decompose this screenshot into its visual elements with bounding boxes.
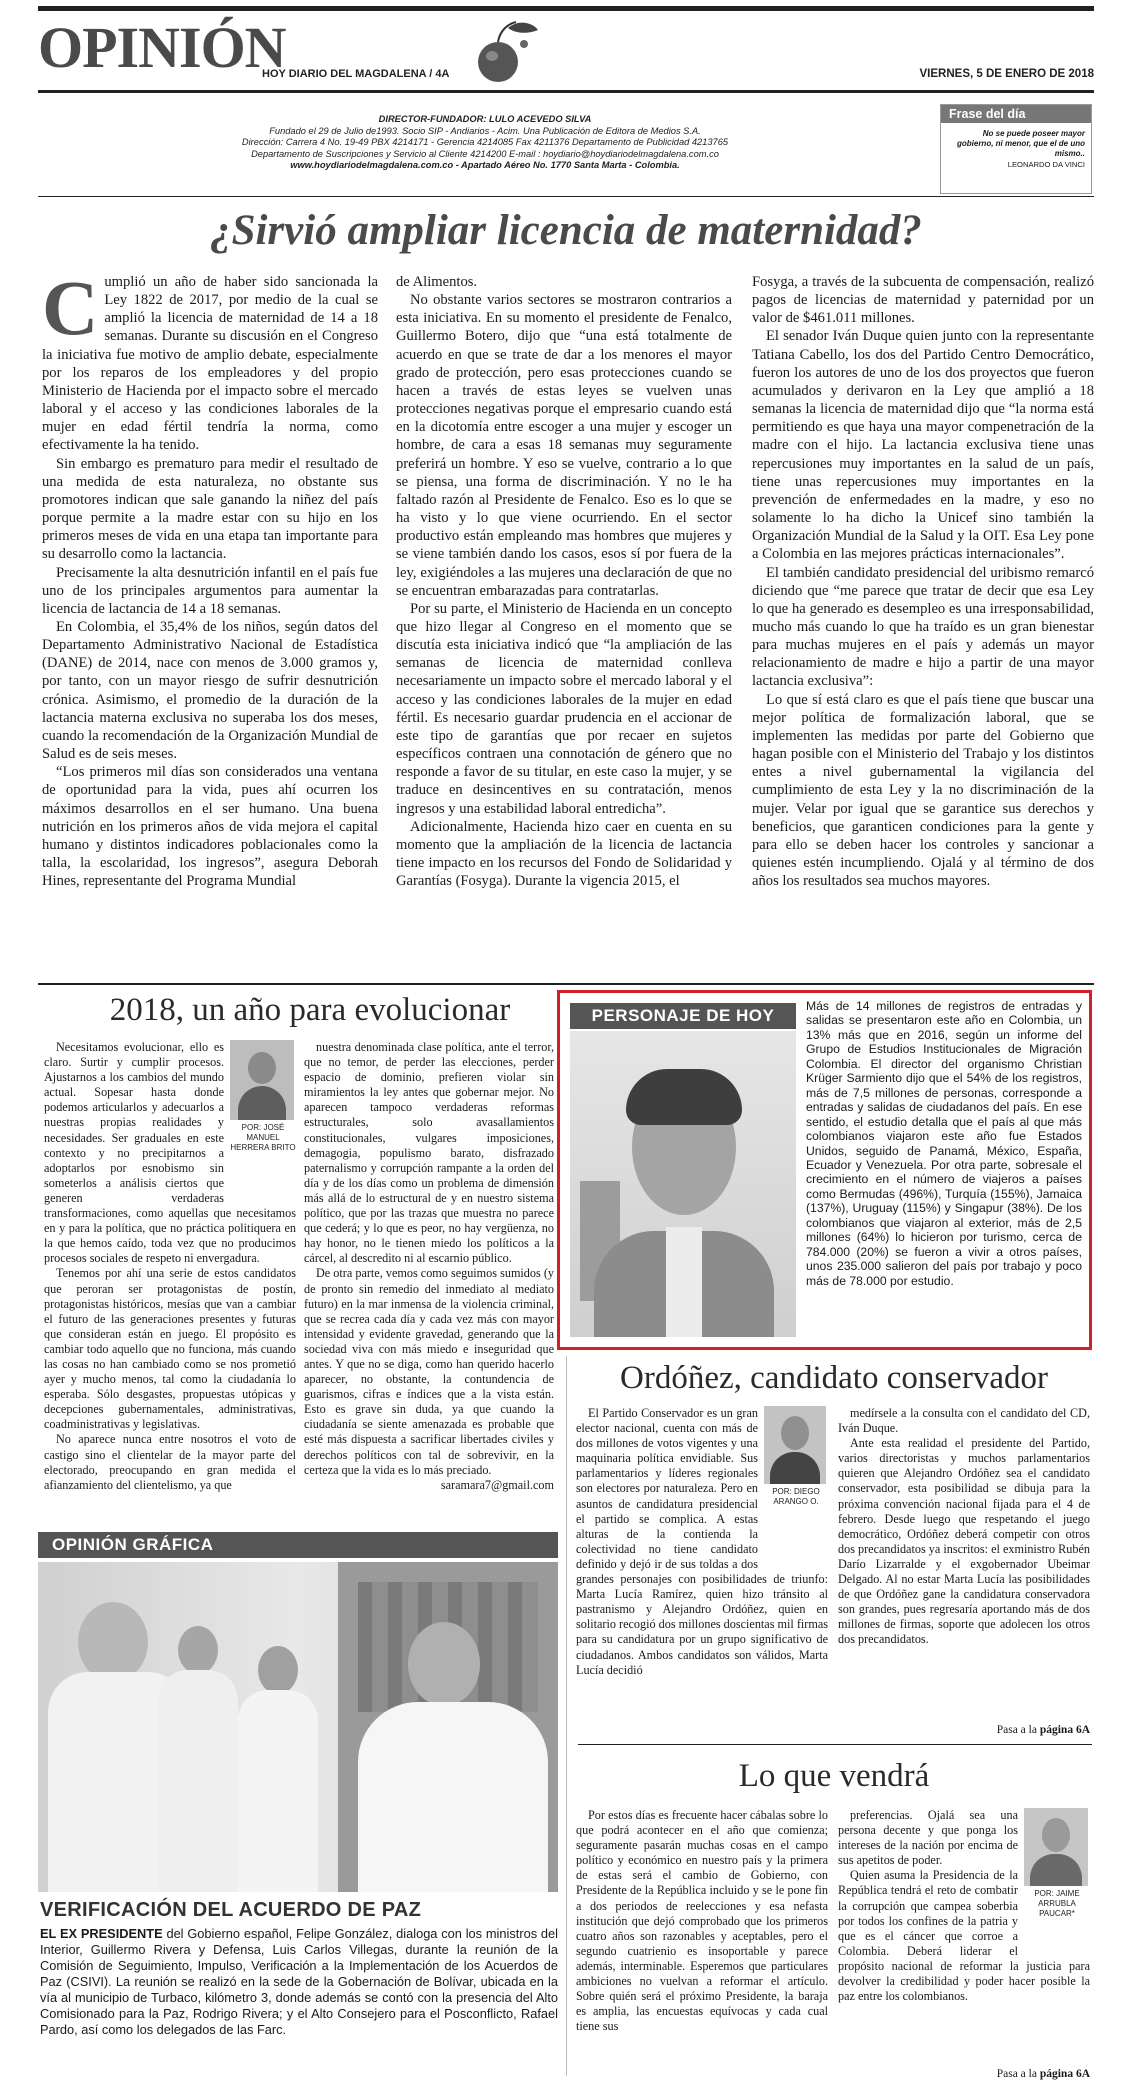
editorial-paragraph: En Colombia, el 35,4% de los niños, según datos del Departamento Administrativo Nacional de Estadística (DANE) de 2014, nace con menos de 3.000 gramos y, por tanto, con un mayor riesgo de sufrir desnutrición crónica. Asimismo, el promedio de la duración de la lactancia materna exclusiva no superaba los dos meses, cuando la recomendación de la Organización Mundial de Salud es de seis meses. bbox=[42, 618, 378, 763]
frase-box bbox=[940, 104, 1092, 194]
editorial-paragraph: “Los primeros mil días son considerados una ventana de oportunidad para la vida, pues ahí ocurren los máximos desarrollos en el ser humano. Una buena nutrición en los primeros años de vida mejora el capital humano y distintos indicadores poblacionales como la talla, la escolaridad, los ingresos”, asegura Deborah Hines, representante del Programa Mundial bbox=[42, 764, 378, 890]
continued-page: página 6A bbox=[1039, 2068, 1090, 2080]
author-photo-block bbox=[1024, 1808, 1090, 1948]
author-photo-block bbox=[230, 1040, 296, 1200]
director-name: LULO ACEVEDO SILVA bbox=[489, 114, 592, 124]
editorial-paragraph: umplió un año de haber sido sancionada la Ley 1822 de 2017, por medio de la cual se amplió la licencia de maternidad de 14 a 18 semanas. Durante su discusión en el Congreso la iniciativa fue motivo de amplio debate, especialmente por los reparos de los empleadores y del propio Ministerio de Hacienda por el impacto sobre el mercado laboral y el acceso y las condiciones laborales de la mujer en edad fértil tendría la norma, como efectivamente la ha tenido. bbox=[42, 274, 378, 454]
author-photo bbox=[1024, 1808, 1088, 1886]
grafica-photo bbox=[38, 1562, 558, 1892]
grafica-caption-body: del Gobierno español, Felipe González, dialoga con los ministros del Interior, Guillermo Rivera y Defensa, Luis Carlos Villegas, durante la reunión de la Comisión de Seguimiento, Impulso, Verificación a la Implementación de los Acuerdos de Paz (CSIVI). La reunión se realizó en la sede de la Gobernación de Bolívar, ubicada en la vía al municipio de Turbaco, kilómetro 3, donde además se contó con la presencia del Alto Comisionado para la Paz, Rodrigo Rivera; y el Alto Consejero para el Posconflicto, Rafael Pardo, así como los delegados de las Farc. bbox=[40, 1926, 558, 2037]
col2018-headline: 2018, un año para evolucionar bbox=[109, 992, 511, 1028]
ordonez-headline: Ordóñez, candidato conservador bbox=[620, 1360, 1048, 1396]
masthead-info bbox=[140, 114, 830, 172]
editorial-paragraph: Sin embargo es prematuro para medir el resultado de una medida de esta naturaleza, no obstante sus promotores indican que sale ganando la niñez del país porque permite a la madre estar con su hijo en los primeros meses de vida en una etapa tan importante para su desarrollo como la lactancia. bbox=[42, 455, 378, 563]
fruit-logo-icon bbox=[464, 16, 542, 88]
author-photo bbox=[230, 1040, 294, 1120]
section-title: OPINIÓN bbox=[38, 15, 286, 80]
personaje-text: Más de 14 millones de registros de entradas y salidas se presentaron este año en Colombia, un 13% más que en 2016, según un informe del Grupo de Estudios Institucionales de Migración Colombia. El director del organismo Christian Krüger Sarmiento dijo que el 54% de los registros, más de 7,5 millones de personas, corresponde a entradas y salidas de ciudadanos del país. En ese sentido, el estudio detalla que el país al que más colombianos viajaron este año fue Estados Unidos, seguido de Panamá, México, España, Ecuador y Venezuela. Por otra parte, sobresale el crecimiento en el número de viajeros a países como Bermudas (496%), Turquía (155%), Jamaica (137%), Uruguay (115%) y Singapur (38%). De los colombianos que viajaron al exterior, más de 2,5 millones (64%) lo hicieron por turismo, cerca de 784.000 (20%) se fueron a vivir a otros países, unos 235.000 salieron del país por trabajo y poco más de 78.000 por estudio. bbox=[806, 999, 1082, 1288]
editorial-paragraph: Lo que sí está claro es que el país tiene que buscar una mejor política de formalización laboral, que se implementen las medidas por parte del Gobierno que hagan posible con el Ministerio del Trabajo y los distintos entes a nivel gubernamental la vigilancia del cumplimiento de esta Ley y la no discriminación de la mujer. Velar por igual que se garantice sus derechos y beneficios, que garanticen condiciones para la gente y para ello se deben hacer los controles y sancionar a quienes estén incumpliendo. Ojalá y al término de dos años los resultados sea muchos mayores. bbox=[752, 691, 1094, 890]
ordonez-rule bbox=[578, 1744, 1092, 1745]
ordonez-continued[interactable] bbox=[880, 1724, 1090, 1736]
vendra-headline: Lo que vendrá bbox=[738, 1758, 930, 1794]
column-paragraph: Por estos días es frecuente hacer cábalas sobre lo que podrá acontecer en el año que comienza; seguramente pasarán muchas cosas en el campo político y económico en nuestro país y la primera de estas será el cambio de Gobierno, con Presidente de la República incluido y se le pone fin a dos periodos de reelecciones y esa nefasta institución que dejó comprobado que los primeros cuatro años son razonables y aceptables, pero el segundo cuatrienio es insoportable y parece además, interminable. Esperemos que particulares ambiciones no vuelvan a reformar el artículo. Sobre quién será el próximo Presidente, la baraja es amplia, las encuestas equívocas y cada cual tiene sus bbox=[576, 1808, 828, 2034]
vendra-column-2 bbox=[838, 1808, 1090, 2004]
editorial-paragraph: Fosyga, a través de la subcuenta de compensación, realizó pagos de licencias de maternidad y paternidad por un valor de $461.011 millones. bbox=[752, 274, 1094, 327]
col2018-column-1 bbox=[44, 1040, 296, 1493]
column-paragraph: Ante esta realidad el presidente del Partido, varios directoristas y muchos parlamentarios quieren que Alejandro Ordóñez sea el candidato conservador, esta posibilidad se dibuja para la próxima convención nacional fijada para el 4 de febrero. Desde luego que respetando el juego democrático, Ordóñez deberá competir con otros dos precandidatos ya inscritos: el exministro Rubén Darío Lizarralde y el exgobernador Ubeimar Delgado. Al no estar Marta Lucía las posibilidades de que Ordóñez gane la candidatura conservadora son grandes, pues regresaría aportando más de dos millones de firmas, soporte que adolecen los otros dos precandidatos. bbox=[838, 1436, 1090, 1647]
paper-name: HOY DIARIO DEL MAGDALENA / 4A bbox=[262, 68, 450, 80]
ordonez-column-1 bbox=[576, 1406, 828, 1678]
column-paragraph: De otra parte, vemos como seguimos sumidos (y de pronto sin remedio del inmediato al mediato futuro) en la mar inmensa de la violencia criminal, que se recrea cada día y cada vez más con mayor intensidad y evidente gravedad, generando que la sociedad viva con más miedo e inseguridad que antes. Y que no se diga, como han querido hacerlo aparecer, no obstante, la contundencia de guarismos, cifras e índices que a la vista están. Esto es grave sin duda, ya que cuando la ciudadanía se siente amenazada es probable que esté más dispuesta a sacrificar libertades civiles y derechos políticos con tal de sobrevivir, en la certeza que la vida es lo más preciado. bbox=[304, 1266, 554, 1477]
editorial-paragraph: No obstante varios sectores se mostraron contrarios a esta iniciativa. En su momento el presidente de Fenalco, Guillermo Botero, dijo que “una está totalmente de acuerdo en que se trate de dar a los menores el mayor grado de protección, pero esas protecciones cuando se hacen a través de estas leyes se vuelven unas protecciones negativas porque el empresario cuando está en la dicotomía entre escoger a una mujer y escoger un hombre, de cara a esas 18 semanas muy seguramente preferirá un hombre. Y eso se vuelve, contrario a lo que se piensa, una forma de discriminación. Y no le ha faltado razón al Presidente de Fenalco. Eso es lo que se ha visto y lo que viene ocurriendo. En el sector productivo están empleando mas hombres que mujeres y se viene también dando los casos, esos sí por fuera de la ley, exigiéndoles a las mujeres una declaración de que no se encuentran embarazadas para contratarlas. bbox=[396, 292, 732, 599]
masthead-line-4: www.hoydiariodelmagdalena.com.co - Apartado Aéreo No. 1770 Santa Marta - Colombia. bbox=[290, 160, 680, 170]
personaje-title: PERSONAJE DE HOY bbox=[570, 1003, 796, 1029]
editorial-paragraph: Precisamente la alta desnutrición infantil en el país fue uno de los principales argumentos para aumentar la licencia de lactancia de 14 a 18 semanas. bbox=[42, 564, 378, 617]
column-paragraph: El Partido Conservador es un gran elector nacional, cuenta con más de dos millones de votos vigentes y una maquinaria política envidiable. Sus parlamentarios y líderes regionales son electores por naturaleza. Pero en asuntos de candidatura presidencial el partido se complica. A estas alturas de la contienda la colectividad no tiene candidato definido y dejó ir de sus toldas a dos grandes personajes con posibilidades de triunfo: Marta Lucía Ramírez, quien hizo tránsito al pastranismo y Alejandro Ordóñez, quien en solitario recogió dos millones doscientas mil firmas para su candidatura por un grupo significativo de ciudadanos. Ambos candidatos son válidos, Marta Lucía decidió bbox=[576, 1406, 828, 1677]
frase-author: LEONARDO DA VINCI bbox=[1007, 160, 1085, 169]
author-caption: POR: DIEGO ARANGO O. bbox=[772, 1487, 820, 1506]
frase-title: Frase del día bbox=[941, 105, 1091, 123]
column-paragraph: Tenemos por ahí una serie de estos candidatos que peroran ser protagonistas de postín, protagonistas históricos, mesías que van a cambiar el futuro de las generaciones presentes y futuras que consideran están en juego. El propósito es cambiar todo aquello que no funciona, más cuando las cosas no han cambiado como se nos prometió ayer y mucho menos, tal como la ciudadanía lo esperaba. Sólo desgastes, propuestas utópicas y decepciones gubernamentales, administrativas, coadministrativas y legislativas. bbox=[44, 1266, 296, 1432]
personaje-box bbox=[557, 990, 1092, 1350]
masthead-line-3: Departamento de Suscripciones y Servicio al Cliente 4214200 E-mail : hoydiario@hoydiariodelmagdalena.com.co bbox=[251, 148, 719, 159]
column-paragraph: nuestra denominada clase política, ante el terror, que no temor, de perder las elecciones, perder espacio de dominio, prefieren violar sin miramientos la ley antes que gobernar mejor. No aparecen tampoco verdaderas reformas estructurales, solo avasallamientos constitucionales, vulgares imposiciones, demagogia, populismo barato, disfrazado paternalismo y corrupción rampante a la orden del día y de los días como un problema de dimensión más allá de lo estructural de y en nuestro sistema político, que por las trazas que muestra no parece que cederá; y lo que es peor, no hay vergüenza, no hay honor, no le tienen miedo los políticos a la cárcel, al descredito ni al escarnio público. bbox=[304, 1040, 554, 1266]
top-rule bbox=[38, 6, 1094, 11]
grafica-title-bar bbox=[38, 1532, 558, 1558]
continued-label: Pasa a la bbox=[996, 1724, 1037, 1736]
director-label: DIRECTOR-FUNDADOR: bbox=[378, 114, 487, 124]
editorial-paragraph: El también candidato presidencial del uribismo remarcó diciendo que “me parece que tratar de decir que esa Ley lo que ha generado es desempleo es una irresponsabilidad, mucho más cuando lo que ha traído es un gran bienestar para muchas mujeres en el país y además un mayor relacionamiento de madre e hijo a partir de una mayor lactancia exclusiva”: bbox=[752, 564, 1094, 690]
grafica-caption-lead: EL EX PRESIDENTE bbox=[40, 1926, 163, 1941]
editorial-column-1 bbox=[42, 264, 378, 890]
grafica-title: OPINIÓN GRÁFICA bbox=[52, 1535, 214, 1554]
column-paragraph: preferencias. Ojalá sea una persona decente y que ponga los intereses de la nación por encima de sus apetitos de poder. bbox=[838, 1808, 1018, 1868]
editorial-rule bbox=[38, 983, 1094, 985]
header-rule bbox=[38, 90, 1094, 93]
editorial-column-2 bbox=[396, 273, 732, 890]
column-divider bbox=[566, 1356, 567, 2076]
frase-text: No se puede poseer mayor gobierno, ni menor, que el de uno mismo.. bbox=[956, 129, 1085, 158]
editorial-paragraph: de Alimentos. bbox=[396, 274, 478, 290]
vendra-continued[interactable] bbox=[880, 2068, 1090, 2080]
masthead-line-1: Fundado el 29 de Julio de1993. Socio SIP - Andiarios - Acim. Una Publicación de Editora de Medios S.A. bbox=[269, 125, 701, 136]
continued-label: Pasa a la bbox=[996, 2068, 1037, 2080]
editorial-paragraph: Por su parte, el Ministerio de Hacienda en un concepto que hizo llegar al Congreso en el momento que se discutía esta iniciativa indicó que “la ampliación de las semanas de licencia de maternidad conlleva necesariamente un impacto sobre el mercado laboral y el acceso y las condiciones laborales de la mujer en edad fértil. Es necesario guardar prudencia en el accionar de este tipo de garantías que por recaer en sujetos específicos contraen una connotación de género que no responde a favor de su titular, en este caso la mujer, y se traduce en desincentives en su contratación, menos ingresos y una estabilidad laboral entredicha”. bbox=[396, 600, 732, 817]
editorial-paragraph: El senador Iván Duque quien junto con la representante Tatiana Cabello, los dos del Partido Centro Democrático, fueron los autores de uno de los dos proyectos que fueron acumulados y derivaron en la Ley que amplió a 18 semanas la licencia de maternidad dijo que “la norma está permitiendo es que haya una mayor compenetración de la madre con el hijo. La lactancia exclusiva tiene unas repercusiones muy importantes en la salud de un país, tiene unas repercusiones muy importantes en la prevención de enfermedades en la madre, y eso no solamente lo ha dicho la Unicef sino también la Organización Mundial de la Salud y la OIT. Esa Ley pone a Colombia en las mejores prácticas internacionales”. bbox=[752, 328, 1094, 563]
editorial-dropcap: C bbox=[42, 264, 99, 351]
personaje-photo bbox=[570, 1031, 796, 1337]
grafica-caption bbox=[40, 1926, 558, 2038]
author-photo bbox=[764, 1406, 826, 1484]
editorial-headline: ¿Sirvió ampliar licencia de maternidad? bbox=[210, 207, 922, 254]
author-photo-block bbox=[764, 1406, 828, 1558]
grafica-caption-headline: VERIFICACIÓN DEL ACUERDO DE PAZ bbox=[40, 1899, 422, 1921]
column-paragraph: Necesitamos evolucionar, ello es claro. Surtir y cumplir procesos. Ajustarnos a los cambios del mundo actual. Sopesar hasta donde podemos articularlos y adecuarlos a nuestras propias realidades y necesidades. Ser graduales en este contexto y no precipitarnos a adoptarlos por esnobismo sin someterlos a análisis ciertos que generen verdaderas transformaciones, como aquellas que necesitamos en y para la política, que no práctica politiquera en la que hemos caído, toda vez que no producimos procesos sociales de respeto ni envergadura. bbox=[44, 1040, 296, 1266]
column-paragraph: Quien asuma la Presidencia de la República tendrá el reto de combatir la corrupción que campea soberbia por todos los confines de la patria y que es el cáncer que corroe a Colombia. Deberá liderar el propósito nacional de reformar la justicia para devolver la credibilidad y poder hacer posible la paz entre los colombianos. bbox=[838, 1868, 1090, 2004]
author-email[interactable]: saramara7@gmail.com bbox=[440, 1477, 554, 1492]
author-caption: POR: JOSÉ MANUEL HERRERA BRITO bbox=[230, 1123, 296, 1152]
editorial-paragraph: Adicionalmente, Hacienda hizo caer en cuenta en su momento que la ampliación de la licencia de lactancia tiene impacto en los recursos del Fondo de Solidaridad y Garantías (Fosyga). Durante la vigencia 2015, el bbox=[396, 818, 732, 890]
editorial-column-3 bbox=[752, 273, 1094, 890]
issue-date: VIERNES, 5 DE ENERO DE 2018 bbox=[919, 68, 1094, 80]
vendra-column-1 bbox=[576, 1808, 828, 2034]
masthead-line-2: Dirección: Carrera 4 No. 19-49 PBX 4214171 - Gerencia 4214085 Fax 4211376 Departamento de Publicidad 4213765 bbox=[241, 137, 729, 147]
continued-page: página 6A bbox=[1039, 1724, 1090, 1736]
author-caption: POR: JAIME ARRUBLA PAUCAR* bbox=[1034, 1889, 1080, 1918]
column-paragraph: No aparece nunca entre nosotros el voto de castigo sino el clientelar de la mayor parte del electorado, preocupando en gran medida el afianzamiento del clientelismo, ya que bbox=[44, 1432, 296, 1492]
col2018-column-2 bbox=[304, 1040, 554, 1493]
column-paragraph: medírsele a la consulta con el candidato del CD, Iván Duque. bbox=[838, 1406, 1090, 1436]
ordonez-column-2 bbox=[838, 1406, 1090, 1648]
masthead-rule bbox=[38, 196, 1094, 197]
